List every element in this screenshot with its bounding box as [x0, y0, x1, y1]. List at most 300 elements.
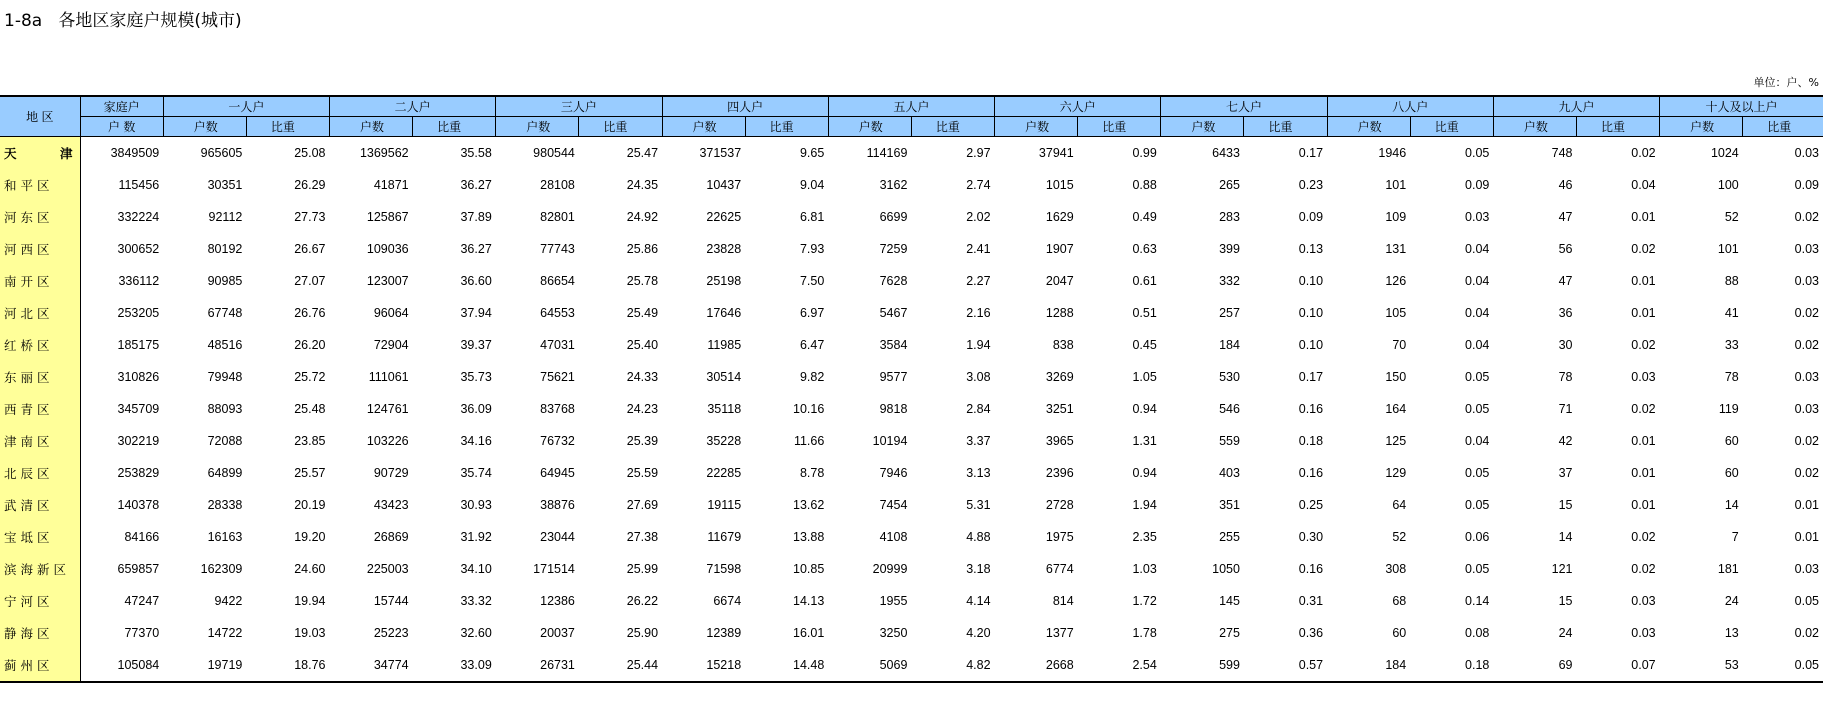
count-cell: 53 [1660, 649, 1743, 682]
share-cell: 34.10 [460, 562, 492, 576]
share-cell: 0.02 [1794, 434, 1819, 448]
region-cell: 天 津 [0, 137, 80, 170]
count-cell: 3162 [879, 178, 908, 192]
share-cell: 0.04 [1631, 178, 1656, 192]
group-header: 七人户 [1161, 96, 1327, 117]
total-households-cell: 47247 [124, 594, 160, 608]
count-cell: 47031 [540, 338, 575, 352]
share-cell: 14.13 [793, 594, 825, 608]
region-cell: 津南区 [0, 425, 80, 457]
share-cell: 7.93 [799, 242, 825, 256]
count-cell: 119 [1718, 402, 1739, 416]
unit-label: 单位：户、% [1753, 76, 1819, 89]
share-cell: 2.41 [966, 242, 991, 256]
count-cell: 64899 [207, 466, 243, 480]
count-cell: 92112 [208, 210, 243, 224]
count-cell: 47 [1558, 274, 1573, 288]
table-row [0, 425, 1823, 457]
count-cell: 34774 [330, 649, 413, 682]
count-cell: 225003 [366, 562, 409, 576]
region-cell: 蓟州区 [0, 649, 80, 682]
share-cell: 24.33 [626, 370, 659, 384]
count-cell: 36 [1558, 306, 1573, 320]
group-header: 六人户 [995, 96, 1161, 117]
total-households-cell: 336112 [118, 274, 160, 288]
share-cell: 0.05 [1743, 649, 1823, 682]
count-cell: 184 [1327, 649, 1410, 682]
total-households-cell: 345709 [117, 402, 160, 416]
share-cell: 24.60 [294, 562, 326, 576]
share-cell: 0.07 [1576, 649, 1659, 682]
count-cell: 164 [1385, 402, 1407, 416]
count-cell: 150 [1385, 370, 1407, 384]
count-cell: 101 [1717, 242, 1739, 256]
region-cell: 河西区 [0, 233, 80, 265]
region-cell: 宝坻区 [0, 521, 80, 553]
share-cell: 0.03 [1631, 594, 1656, 608]
share-cell: 0.01 [1631, 274, 1656, 288]
count-cell: 125 [1385, 434, 1407, 448]
count-cell: 75621 [540, 370, 575, 384]
share-cell: 2.97 [966, 146, 991, 160]
count-cell: 64945 [540, 466, 575, 480]
count-cell: 20037 [540, 626, 575, 640]
region-cell: 滨海新区 [0, 553, 80, 585]
share-cell: 0.30 [1298, 530, 1324, 544]
share-cell: 2.27 [966, 274, 991, 288]
total-households-cell: 105084 [80, 649, 163, 682]
share-cell: 0.10 [1298, 338, 1324, 352]
share-cell: 0.05 [1465, 498, 1490, 512]
count-cell: 16163 [207, 530, 243, 544]
count-cell: 19719 [163, 649, 246, 682]
share-cell: 1.72 [1132, 594, 1157, 608]
group-header: 四人户 [662, 96, 828, 117]
share-cell: 0.16 [1298, 466, 1324, 480]
share-cell: 0.57 [1244, 649, 1327, 682]
count-cell: 530 [1219, 370, 1240, 384]
share-cell: 2.35 [1132, 530, 1157, 544]
share-cell: 13.88 [793, 530, 825, 544]
count-cell: 145 [1219, 594, 1240, 608]
share-cell: 0.94 [1132, 402, 1157, 416]
count-cell: 10437 [706, 178, 742, 192]
share-cell: 10.16 [793, 402, 825, 416]
count-cell: 838 [1052, 338, 1074, 352]
count-cell: 184 [1219, 338, 1240, 352]
share-cell: 0.94 [1132, 466, 1157, 480]
count-cell: 403 [1219, 466, 1240, 480]
share-cell: 0.88 [1132, 178, 1157, 192]
share-cell: 27.07 [294, 274, 326, 288]
region-cell: 东丽区 [0, 361, 80, 393]
count-cell: 38876 [540, 498, 575, 512]
share-cell: 24.35 [626, 178, 659, 192]
share-cell: 0.03 [1794, 370, 1819, 384]
share-cell: 0.16 [1298, 402, 1324, 416]
group-header: 八人户 [1327, 96, 1493, 117]
share-cell: 0.45 [1132, 338, 1157, 352]
count-cell: 19115 [707, 498, 742, 512]
count-cell: 60 [1724, 434, 1739, 448]
count-cell: 351 [1219, 498, 1240, 512]
count-cell: 2047 [1045, 274, 1074, 288]
count-cell: 83768 [540, 402, 575, 416]
share-cell: 1.94 [966, 338, 991, 352]
count-cell: 12389 [706, 626, 742, 640]
share-cell: 0.99 [1132, 146, 1157, 160]
share-cell: 18.76 [246, 649, 329, 682]
count-cell: 1946 [1378, 146, 1407, 160]
share-cell: 0.03 [1794, 242, 1819, 256]
count-cell: 15744 [373, 594, 409, 608]
table-row [0, 585, 1823, 617]
share-cell: 13.62 [793, 498, 825, 512]
count-cell: 14 [1724, 498, 1739, 512]
share-cell: 30.93 [460, 498, 492, 512]
count-cell: 15 [1558, 498, 1573, 512]
count-subheader: 户数 [995, 117, 1078, 137]
count-cell: 11679 [707, 530, 742, 544]
share-subheader: 比重 [1244, 117, 1327, 137]
share-cell: 0.04 [1465, 242, 1490, 256]
share-cell: 0.02 [1631, 530, 1656, 544]
share-cell: 2.02 [966, 210, 991, 224]
count-cell: 125867 [366, 210, 409, 224]
households-header-bottom: 户 数 [80, 117, 163, 137]
table-row [0, 265, 1823, 297]
count-cell: 68 [1392, 594, 1407, 608]
share-cell: 25.78 [626, 274, 659, 288]
share-cell: 25.57 [294, 466, 326, 480]
share-cell: 25.72 [294, 370, 326, 384]
share-cell: 0.14 [1465, 594, 1490, 608]
count-cell: 15 [1558, 594, 1573, 608]
households-header-top: 家庭户 [80, 96, 163, 117]
share-cell: 0.09 [1298, 210, 1324, 224]
count-cell: 47 [1558, 210, 1573, 224]
share-cell: 0.05 [1465, 562, 1490, 576]
share-cell: 0.02 [1794, 306, 1819, 320]
count-cell: 76732 [540, 434, 575, 448]
total-households-cell: 302219 [117, 434, 160, 448]
share-cell: 0.03 [1794, 562, 1819, 576]
count-cell: 371537 [699, 146, 742, 160]
count-cell: 71598 [706, 562, 742, 576]
share-cell: 35.73 [460, 370, 492, 384]
share-cell: 1.05 [1132, 370, 1157, 384]
count-cell: 88093 [207, 402, 243, 416]
share-cell: 26.29 [294, 178, 326, 192]
share-cell: 39.37 [460, 338, 492, 352]
count-cell: 9577 [879, 370, 908, 384]
share-cell: 25.47 [626, 146, 659, 160]
share-cell: 0.06 [1465, 530, 1490, 544]
share-cell: 8.78 [799, 466, 825, 480]
share-cell: 4.20 [966, 626, 991, 640]
count-cell: 64553 [540, 306, 575, 320]
share-cell: 20.19 [294, 498, 326, 512]
share-subheader: 比重 [911, 117, 994, 137]
count-cell: 181 [1717, 562, 1739, 576]
table-row [0, 201, 1823, 233]
total-households-cell: 253205 [117, 306, 160, 320]
count-cell: 559 [1219, 434, 1240, 448]
share-cell: 25.86 [626, 242, 659, 256]
total-households-cell: 310826 [117, 370, 160, 384]
count-cell: 100 [1717, 178, 1739, 192]
share-cell: 26.67 [294, 242, 326, 256]
share-cell: 0.01 [1631, 306, 1656, 320]
count-cell: 3250 [879, 626, 908, 640]
share-cell: 35.58 [460, 146, 492, 160]
count-subheader: 户数 [1493, 117, 1576, 137]
region-cell: 河东区 [0, 201, 80, 233]
table-row [0, 329, 1823, 361]
share-cell: 19.03 [294, 626, 326, 640]
share-cell: 0.03 [1465, 210, 1490, 224]
region-cell: 红桥区 [0, 329, 80, 361]
share-subheader: 比重 [745, 117, 828, 137]
count-cell: 7259 [879, 242, 908, 256]
total-households-cell: 300652 [117, 242, 160, 256]
count-cell: 2728 [1045, 498, 1074, 512]
total-households-cell: 115456 [118, 178, 160, 192]
share-cell: 0.02 [1631, 402, 1656, 416]
share-cell: 1.03 [1132, 562, 1157, 576]
count-cell: 748 [1551, 146, 1573, 160]
share-cell: 1.78 [1132, 626, 1157, 640]
count-cell: 1015 [1045, 178, 1074, 192]
share-cell: 26.22 [626, 594, 659, 608]
count-cell: 3251 [1045, 402, 1074, 416]
share-cell: 9.82 [799, 370, 825, 384]
count-cell: 2668 [995, 649, 1078, 682]
share-cell: 1.31 [1132, 434, 1157, 448]
count-cell: 30351 [207, 178, 243, 192]
count-cell: 69 [1493, 649, 1576, 682]
share-cell: 24.23 [626, 402, 659, 416]
count-cell: 67748 [207, 306, 243, 320]
region-cell: 西青区 [0, 393, 80, 425]
count-cell: 257 [1219, 306, 1240, 320]
count-cell: 1369562 [359, 146, 409, 160]
count-cell: 129 [1385, 466, 1407, 480]
share-cell: 2.84 [966, 402, 991, 416]
share-cell: 25.49 [626, 306, 659, 320]
count-cell: 12386 [540, 594, 575, 608]
count-cell: 14722 [207, 626, 243, 640]
count-cell: 15218 [662, 649, 745, 682]
share-cell: 0.18 [1410, 649, 1493, 682]
count-cell: 56 [1558, 242, 1573, 256]
share-cell: 36.09 [460, 402, 492, 416]
count-cell: 4108 [879, 530, 908, 544]
share-cell: 0.49 [1132, 210, 1157, 224]
count-cell: 37941 [1038, 146, 1074, 160]
share-cell: 0.05 [1794, 594, 1819, 608]
count-cell: 48516 [207, 338, 243, 352]
share-subheader: 比重 [1743, 117, 1823, 137]
share-cell: 0.02 [1631, 242, 1656, 256]
share-cell: 25.90 [626, 626, 659, 640]
count-cell: 308 [1385, 562, 1407, 576]
share-cell: 26.20 [294, 338, 326, 352]
share-cell: 3.08 [966, 370, 991, 384]
share-subheader: 比重 [1410, 117, 1493, 137]
total-households-cell: 332224 [117, 210, 160, 224]
table-row [0, 137, 1823, 170]
share-cell: 25.39 [626, 434, 659, 448]
count-cell: 26731 [496, 649, 579, 682]
share-cell: 0.01 [1631, 498, 1656, 512]
share-cell: 6.47 [799, 338, 825, 352]
table-row [0, 489, 1823, 521]
share-cell: 0.03 [1631, 370, 1656, 384]
count-cell: 7 [1731, 530, 1739, 544]
share-cell: 3.18 [966, 562, 991, 576]
count-cell: 109 [1385, 210, 1407, 224]
count-cell: 123007 [366, 274, 409, 288]
share-cell: 9.65 [799, 146, 825, 160]
region-cell: 宁河区 [0, 585, 80, 617]
share-cell: 7.50 [799, 274, 825, 288]
share-cell: 36.27 [460, 178, 492, 192]
household-size-table [0, 95, 1823, 683]
share-subheader: 比重 [579, 117, 662, 137]
share-cell: 25.99 [626, 562, 659, 576]
count-cell: 7628 [879, 274, 908, 288]
share-cell: 2.74 [966, 178, 991, 192]
share-cell: 25.44 [579, 649, 662, 682]
count-cell: 23044 [540, 530, 575, 544]
share-cell: 10.85 [793, 562, 825, 576]
count-cell: 162309 [200, 562, 243, 576]
share-cell: 0.17 [1298, 146, 1324, 160]
count-cell: 46 [1558, 178, 1573, 192]
count-cell: 275 [1219, 626, 1240, 640]
count-cell: 1377 [1045, 626, 1074, 640]
share-cell: 6.97 [799, 306, 825, 320]
table-row [0, 169, 1823, 201]
share-subheader: 比重 [1078, 117, 1161, 137]
page-title: 1-8a 各地区家庭户规模(城市) [4, 11, 242, 31]
count-cell: 255 [1219, 530, 1240, 544]
count-cell: 42 [1558, 434, 1573, 448]
share-cell: 0.02 [1794, 210, 1819, 224]
share-cell: 0.04 [1465, 434, 1490, 448]
count-subheader: 户数 [1161, 117, 1244, 137]
share-cell: 33.09 [413, 649, 496, 682]
share-cell: 27.73 [294, 210, 326, 224]
share-cell: 25.08 [294, 146, 326, 160]
table-row [0, 553, 1823, 585]
group-header: 一人户 [163, 96, 329, 117]
count-cell: 7454 [879, 498, 908, 512]
share-cell: 2.16 [966, 306, 991, 320]
count-cell: 6774 [1045, 562, 1074, 576]
share-subheader: 比重 [1576, 117, 1659, 137]
count-cell: 35228 [706, 434, 742, 448]
share-cell: 0.01 [1631, 434, 1656, 448]
count-cell: 41 [1724, 306, 1739, 320]
share-cell: 0.17 [1298, 370, 1324, 384]
table-row [0, 649, 1823, 682]
count-subheader: 户数 [330, 117, 413, 137]
count-cell: 1024 [1710, 146, 1739, 160]
count-cell: 41871 [373, 178, 409, 192]
count-cell: 86654 [540, 274, 575, 288]
group-header: 十人及以上户 [1660, 96, 1823, 117]
share-cell: 0.01 [1631, 466, 1656, 480]
share-cell: 0.01 [1794, 530, 1819, 544]
share-cell: 0.36 [1298, 626, 1324, 640]
count-cell: 124761 [366, 402, 409, 416]
share-cell: 0.10 [1298, 274, 1324, 288]
share-cell: 3.13 [966, 466, 991, 480]
count-cell: 72088 [207, 434, 243, 448]
count-cell: 114169 [866, 146, 908, 160]
count-cell: 33 [1724, 338, 1739, 352]
count-subheader: 户数 [163, 117, 246, 137]
region-cell: 北辰区 [0, 457, 80, 489]
count-cell: 22625 [706, 210, 742, 224]
count-cell: 82801 [540, 210, 575, 224]
share-cell: 0.02 [1631, 338, 1656, 352]
share-cell: 16.01 [793, 626, 825, 640]
share-cell: 0.04 [1465, 274, 1490, 288]
count-cell: 109036 [366, 242, 409, 256]
count-cell: 1288 [1045, 306, 1074, 320]
total-households-cell: 77370 [124, 626, 160, 640]
count-subheader: 户数 [1327, 117, 1410, 137]
share-cell: 36.27 [460, 242, 492, 256]
count-cell: 121 [1551, 562, 1573, 576]
share-cell: 33.32 [460, 594, 492, 608]
total-households-cell: 253829 [117, 466, 160, 480]
count-cell: 103226 [366, 434, 409, 448]
share-cell: 0.25 [1298, 498, 1324, 512]
share-cell: 25.48 [294, 402, 326, 416]
share-cell: 0.02 [1794, 338, 1819, 352]
count-cell: 80192 [207, 242, 243, 256]
count-cell: 980544 [533, 146, 575, 160]
table-row [0, 521, 1823, 553]
share-cell: 0.01 [1794, 498, 1819, 512]
count-cell: 96064 [373, 306, 409, 320]
count-cell: 1975 [1045, 530, 1074, 544]
share-cell: 26.76 [294, 306, 326, 320]
share-cell: 0.10 [1298, 306, 1324, 320]
count-cell: 43423 [373, 498, 409, 512]
share-cell: 0.02 [1794, 626, 1819, 640]
table-row [0, 297, 1823, 329]
share-cell: 25.59 [626, 466, 659, 480]
group-header: 三人户 [496, 96, 662, 117]
count-cell: 78 [1558, 370, 1573, 384]
share-cell: 0.13 [1298, 242, 1324, 256]
count-cell: 88 [1724, 274, 1739, 288]
share-cell: 0.31 [1298, 594, 1324, 608]
region-cell: 静海区 [0, 617, 80, 649]
count-cell: 64 [1392, 498, 1407, 512]
count-cell: 70 [1392, 338, 1407, 352]
share-cell: 0.05 [1465, 466, 1490, 480]
share-cell: 37.89 [460, 210, 492, 224]
region-cell: 和平区 [0, 169, 80, 201]
count-cell: 10194 [872, 434, 908, 448]
count-cell: 6433 [1212, 146, 1240, 160]
